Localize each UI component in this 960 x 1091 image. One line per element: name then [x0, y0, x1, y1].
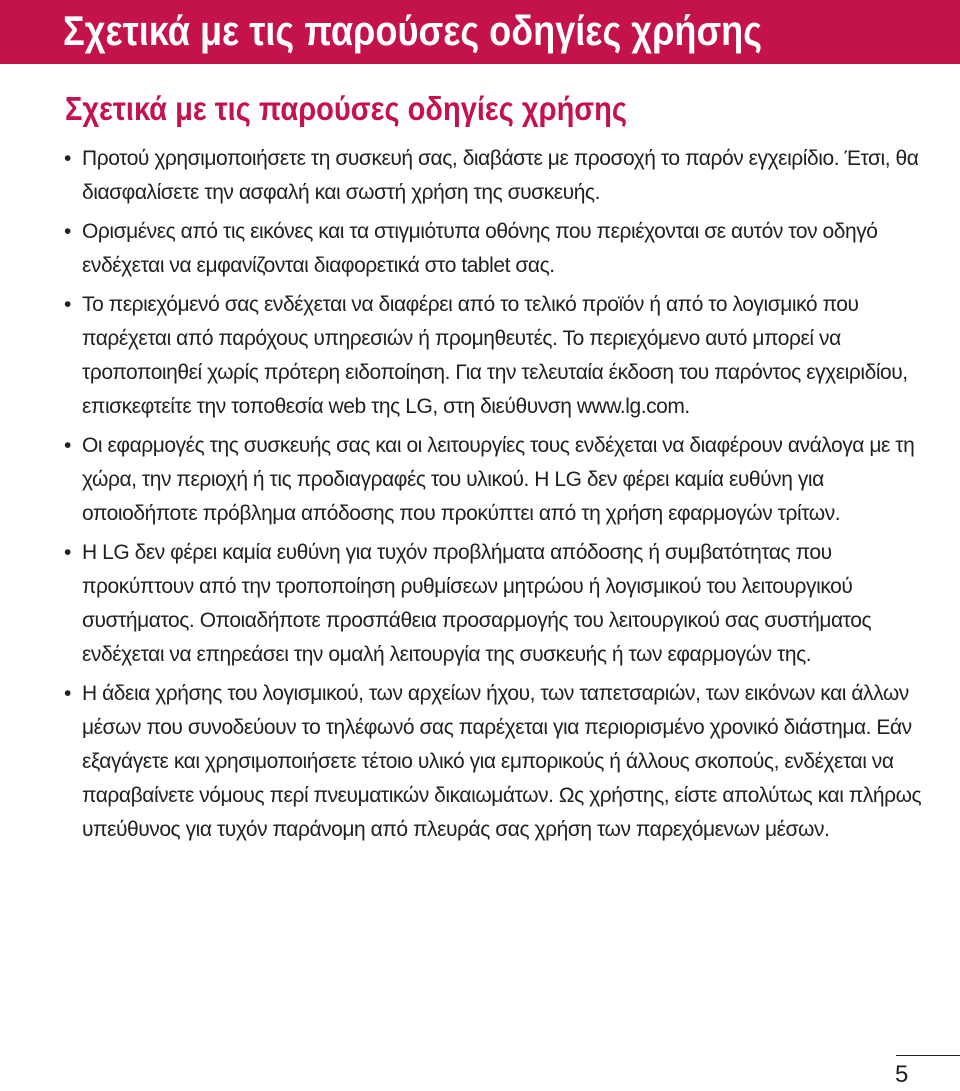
- list-item: [64, 142, 944, 210]
- page-number: 5: [895, 1061, 909, 1088]
- list-item: [64, 215, 944, 283]
- bullet-text: Προτού χρησιμοποιήσετε τη συσκευή σας, διαβάστε με προσοχή το παρόν εγχειρίδιο. Έτσι, θα διασφαλίσετε την ασφαλή και σωστή χρήση της συσκευής.: [82, 147, 919, 204]
- bullet-icon: •: [64, 682, 71, 705]
- bullet-icon: •: [64, 293, 71, 316]
- header-bar: [0, 0, 960, 64]
- list-item: [64, 536, 944, 672]
- bullet-text: Η άδεια χρήσης του λογισμικού, των αρχείων ήχου, των ταπετσαριών, των εικόνων και άλλων μέσων που συνοδεύουν το τηλέφωνό σας παρέχεται για περιορισμένο χρονικό διάστημα. Εάν εξαγάγετε και χρησιμοποιήσετε τέτοιο υλικό για εμπορικούς ή άλλους σκοπούς, ενδέχεται να παραβαίνετε νόμους περί πνευματικών δικαιωμάτων. Ως χρήστης, είστε απολύτως και πλήρως υπεύθυνος για τυχόν παράνομη από πλευράς σας χρήση των παρεχόμενων μέσων.: [82, 682, 922, 841]
- bullet-icon: •: [64, 541, 71, 564]
- bullet-text: Ορισμένες από τις εικόνες και τα στιγμιότυπα οθόνης που περιέχονται σε αυτόν τον οδηγό ενδέχεται να εμφανίζονται διαφορετικά στο tablet σας.: [82, 220, 878, 277]
- bullet-icon: •: [64, 220, 71, 243]
- page-number-rule: [896, 1055, 960, 1056]
- bullet-icon: •: [64, 147, 71, 170]
- header-title: Σχετικά με τις παρούσες οδηγίες χρήσης: [63, 7, 763, 54]
- bullet-icon: •: [64, 434, 71, 457]
- bullet-text: Οι εφαρμογές της συσκευής σας και οι λειτουργίες τους ενδέχεται να διαφέρουν ανάλογα με τη χώρα, την περιοχή ή τις προδιαγραφές του υλικού. Η LG δεν φέρει καμία ευθύνη για οποιοδήποτε πρόβλημα απόδοσης που προκύπτει από τη χρήση εφαρμογών τρίτων.: [82, 434, 915, 525]
- list-item: [64, 429, 944, 531]
- list-item: [64, 288, 944, 424]
- list-item: [64, 677, 944, 847]
- section-title: Σχετικά με τις παρούσες οδηγίες χρήσης: [65, 90, 628, 127]
- bullet-list: [64, 142, 944, 852]
- bullet-text: Η LG δεν φέρει καμία ευθύνη για τυχόν προβλήματα απόδοσης ή συμβατότητας που προκύπτουν από την τροποποίηση ρυθμίσεων μητρώου ή λογισμικού του λειτουργικού συστήματος. Οποιαδήποτε προσπάθεια προσαρμογής του λειτουργικού σας συστήματος ενδέχεται να επηρεάσει την ομαλή λειτουργία της συσκευής ή των εφαρμογών της.: [82, 541, 872, 666]
- bullet-text: Το περιεχόμενό σας ενδέχεται να διαφέρει από το τελικό προϊόν ή από το λογισμικό που παρέχεται από παρόχους υπηρεσιών ή προμηθευτές. Το περιεχόμενο αυτό μπορεί να τροποποιηθεί χωρίς πρότερη ειδοποίηση. Για την τελευταία έκδοση του παρόντος εγχειριδίου, επισκεφτείτε την τοποθεσία web της LG, στη διεύθυνση www.lg.com.: [82, 293, 908, 418]
